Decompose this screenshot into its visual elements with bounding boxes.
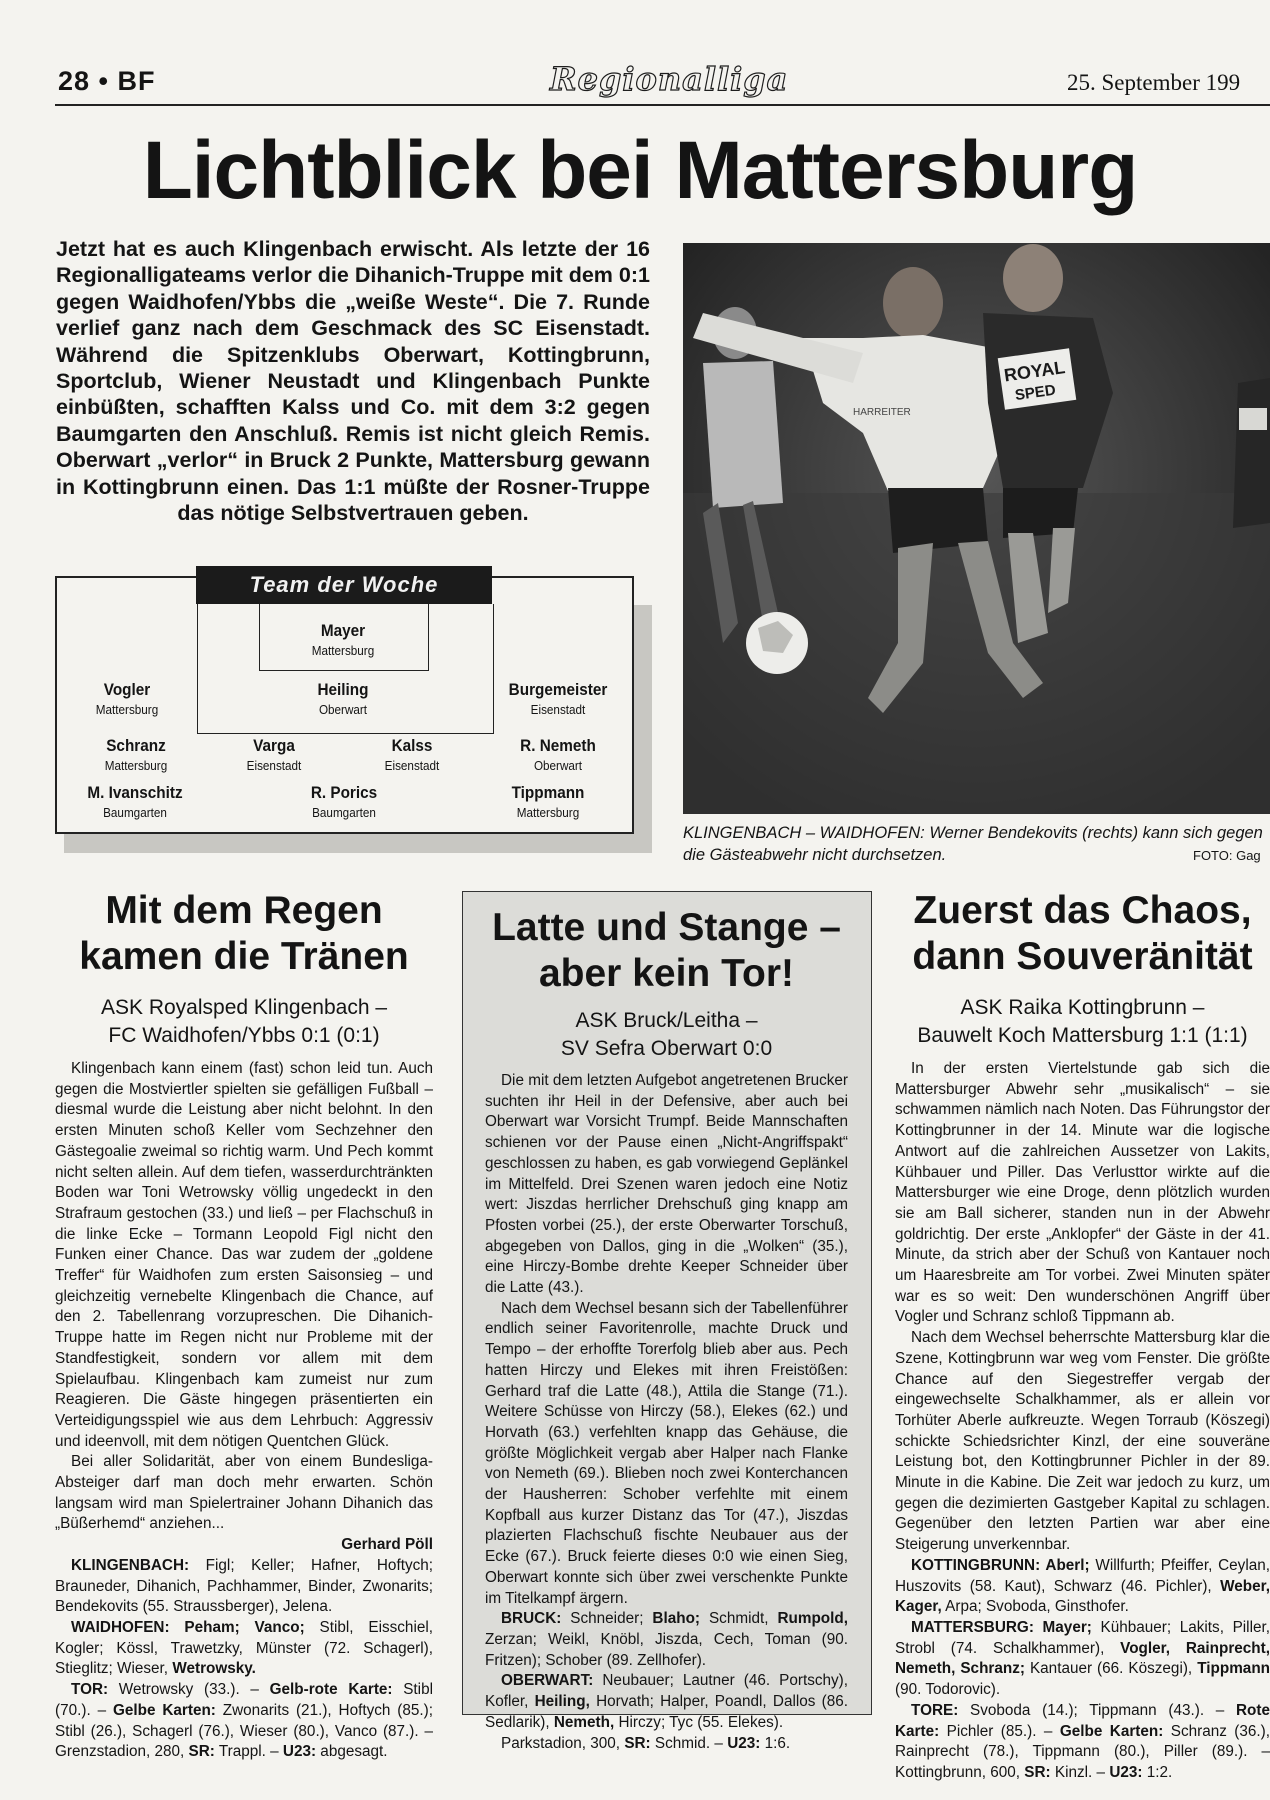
svg-text:ROYAL: ROYAL (1002, 357, 1067, 386)
article-title: Latte und Stange – aber kein Tor! (492, 906, 841, 995)
photo-credit: FOTO: Gag (1193, 848, 1261, 863)
player-tippmann: Tippmann Mattersburg (511, 783, 585, 820)
player-varga: Varga Eisenstadt (246, 736, 302, 773)
player-r-nemeth: R. Nemeth Oberwart (520, 736, 596, 773)
article-title: Mit dem Regen kamen die Tränen (79, 889, 409, 978)
article-body: Die mit dem letzten Aufgebot angetretenen Brucker suchten ihr Heil in der Defensive, aber auch bei Oberwart war Vorsicht Trumpf. Beide Mannschaften schienen vor der Pause einen „Nicht-Angriffspakt“ geschlossen zu haben, es gab vorwiegend Geplänkel im Mittelfeld. Drei Szenen waren jedoch eine Notiz wert: Jiszdas herrlicher Drehschuß ging knapp am Pfosten vorbei (25.), der erste Oberwarter Torschuß, abgegeben von Dallos, ging in die „Wolken“ (35.), eine Hirczy-Bombe drehte Keeper Schneider über die Latte (43.). Nach dem Wechsel besann sich der Tabellenführer endlich seiner Favoritenrolle, machte Druck und Tempo – der erhoffte Torerfolg blieb aber aus. Pech hatten Hirczy und Elekes mit ihren Freistößen: Gerhard traf die Latte (48.), Attila die Stange (71.). Weitere Schüsse von Hirczy (58.), Elekes (62.) und Horvath (63.) verfehlten knapp das Gehäuse, die größte Möglichkeit vergab aber Halper nach Flanke von Nemeth (69.). Blieben noch zwei Konterchancen der Hausherren: Schober verfehlte mit einem Kopfball aus kurzer Distanz das Tor (47.), Jiszdas plazierten Flachschuß fischte Neubauer aus der Ecke (67.). Bruck feierte dieses 0:0 wie einen Sieg, Oberwart konnte sich über zwei verschenkte Punkte im Titelkampf ärgern. BRUCK: Schneider; Blaho; Schmidt, Rumpold, Zerzan; Weikl, Knöbl, Jiszda, Cech, Toman (90. Fritzen); Schober (89. Zellhofer). OBERWART: Neubauer; Lautner (46. Portschy), Kofler, Heiling, Horvath; Halper, Poandl, Dallos (86. Sedlarik), Nemeth, Hirczy; Tyc (55. Elekes). Parkstadion, 300, SR: Schmid. – U23: 1:6. (485, 1072, 848, 1752)
page-number: 28 • BF (58, 66, 156, 96)
issue-date: 25. September 199 (1067, 70, 1241, 95)
header-rule (55, 104, 1270, 106)
player-burgemeister: Burgemeister Eisenstadt (508, 680, 608, 717)
article-kottingbrunn (895, 888, 1270, 1784)
player-vogler: Vogler Mattersburg (95, 680, 159, 717)
article-body: Klingenbach kann einem (fast) schon leid tun. Auch gegen die Mostviertler spielten sie gefälligen Fußball – diesmal wurde die Leistung aber nicht belohnt. In den ersten Minuten schoß Keller vom Sechzehner den Gästegoalie zweimal so richtig warm. Und Pech kommt nicht selten allein. Auf dem tiefen, wasserdurchtränkten Boden war Toni Wetrowsky völlig ungedeckt in den Strafraum gestochen (33.) und ließ – per Flachschuß in die linke Ecke – Tormann Leopold Figl nicht den Funken einer Chance. Das war zudem der „goldene Treffer“ für Waidhofen zum ersten Saisonsieg – und gleichzeitig vernebelte Klingenbach die Chance, auf den 2. Tabellenrang vorzupreschen. Die Dihanich-Truppe hatte im Regen nicht nur Probleme mit der Standfestigkeit, sondern vor allem mit dem Spielaufbau. Klingenbach kam zumeist nur zum Reagieren. Die Gäste hingegen präsentierten ein Verteidigungsspiel wie aus dem Lehrbuch: Aggressiv und ideenvoll, mit dem nötigen Quentchen Glück. Bei aller Solidarität, aber von einem Bundesliga-Absteiger darf man doch mehr erwarten. Schön langsam wird man Spielertrainer Johann Dihanich das „Büßerhemd“ anziehen... Gerhard Pöll KLINGENBACH: Figl; Keller; Hafner, Hoftych; Brauneder, Dihanich, Pachhammer, Binder, Zwonarits; Bendekovits (55. Straussberger), Jelena. WAIDHOFEN: Peham; Vanco; Stibl, Eisschiel, Kogler; Kössl, Trawetzky, Münster (72. Schagerl), Stieglitz; Wieser, Wetrowsky. TOR: Wetrowsky (33.). – Gelb-rote Karte: Stibl (70.). – Gelbe Karten: Zwonarits (21.), Hoftych (85.); Stibl (26.), Schagerl (76.), Wieser (80.), Vanco (87.). – Grenzstadion, 280, SR: Trappl. – U23: abgesagt. (55, 1060, 433, 1761)
main-headline: Lichtblick bei Mattersburg (142, 125, 1138, 216)
section-title: Regionalliga (550, 60, 789, 98)
player-m-ivanschitz: M. Ivanschitz Baumgarten (87, 783, 183, 820)
player-mayer: Mayer Mattersburg (311, 621, 375, 658)
match-line-2: FC Waidhofen/Ybbs 0:1 (0:1) (108, 1024, 380, 1047)
photo-caption: KLINGENBACH – WAIDHOFEN: Werner Bendekovits (rechts) kann sich gegen die Gästeabwehr nicht durchsetzen. (683, 824, 1263, 864)
svg-text:HARREITER: HARREITER (853, 407, 911, 418)
article-body: In der ersten Viertelstunde gab sich die Mattersburger Abwehr sehr „musikalisch“ – sie schwammen nämlich nach Noten. Das Führungstor der Kottingbrunner in der 14. Minute war die logische Antwort auf die zahlreichen Aussetzer von Lakits, Kühbauer und Piller. Das Verlusttor wirkte auf die Mattersburger wie eine Droge, denn plötzlich wurden sie am Ball sicherer, standen nun in der Abwehr goldrichtig. Der erste „Anklopfer“ der Gäste in der 41. Minute, da strich aber der Schuß von Kantauer noch um Haaresbreite am Tor vorbei. Zwei Minuten später war es so weit: Den wunderschönen Angriff über Vogler und Schranz schloß Tippmann ab. Nach dem Wechsel beherrschte Mattersburg klar die Szene, Kottingbrunn war weg vom Fenster. Die größte Chance auf den Siegestreffer vergab der eingewechselte Schalkhammer, als er allein vor Torhüter Aberle aufkreuzte. Wegen Torraub (Köszegi) schickte Schiedsrichter Kinzl, der eine souveräne Leistung bot, den Kottingbrunner Pichler in der 89. Minute in die Kabine. Die Zeit war jedoch zu kurz, um gegen die dezimierten Gastgeber Kapital zu schlagen. Gegenüber den letzten Partien war aber eine Steigerung unverkennbar. KOTTINGBRUNN: Aberl; Willfurth; Pfeiffer, Ceylan, Huszovits (58. Kaut), Schwarz (46. Pichler), Weber, Kager, Arpa; Svoboda, Ginsthofer. MATTERSBURG: Mayer; Kühbauer; Lakits, Piller, Strobl (74. Schalkhammer), Vogler, Rainprecht, Nemeth, Schranz; Kantauer (66. Köszegi), Tippmann (90. Todorovic). TORE: Svoboda (14.); Tippmann (43.). – Rote Karte: Pichler (85.). – Gelbe Karten: Schranz (36.), Rainprecht (78.), Tippmann (80.), Piller (89.). – Kottingbrunn, 600, SR: Kinzl. – U23: 1:2. (895, 1060, 1270, 1781)
match-line-1: ASK Raika Kottingbrunn – (960, 996, 1205, 1019)
match-line-2: SV Sefra Oberwart 0:0 (560, 1037, 773, 1060)
match-line-2: Bauwelt Koch Mattersburg 1:1 (1:1) (917, 1024, 1248, 1047)
match-line-1: ASK Bruck/Leitha – (575, 1009, 758, 1032)
match-line-1: ASK Royalsped Klingenbach – (100, 996, 388, 1019)
player-r-porics: R. Porics Baumgarten (310, 783, 378, 820)
intro-paragraph: Jetzt hat es auch Klingenbach erwischt. Als letzte der 16 Regionalligateams verlor die Dihanich-Truppe mit dem 0:1 gegen Waidhofen/Ybbs die „weiße Weste“. Die 7. Runde verlief ganz nach dem Geschmack des SC Eisenstadt. Während die Spitzenklubs Oberwart, Kottingbrunn, Sportclub, Wiener Neustadt und Klingenbach Punkte einbüßten, schafften Kalss und Co. mit dem 3:2 gegen Baumgarten den Anschluß. Remis ist nicht gleich Remis. Oberwart „verlor“ in Bruck 2 Punkte, Mattersburg gewann in Kottingbrunn einen. Das 1:1 müßte der Rosner-Truppe das nötige Selbstvertrauen geben. (56, 237, 650, 526)
player-schranz: Schranz Mattersburg (104, 736, 168, 773)
match-photo-illustration (683, 243, 1270, 814)
player-heiling: Heiling Oberwart (317, 680, 369, 717)
team-title: Team der Woche (249, 572, 439, 597)
player-kalss: Kalss Eisenstadt (384, 736, 440, 773)
author: Gerhard Pöll (341, 1536, 433, 1554)
article-bruck (485, 905, 848, 1754)
match-photo (683, 243, 1270, 814)
article-klingenbach (55, 888, 433, 1763)
svg-text:SPED: SPED (1013, 381, 1057, 405)
article-title: Zuerst das Chaos, dann Souveränität (912, 889, 1253, 978)
